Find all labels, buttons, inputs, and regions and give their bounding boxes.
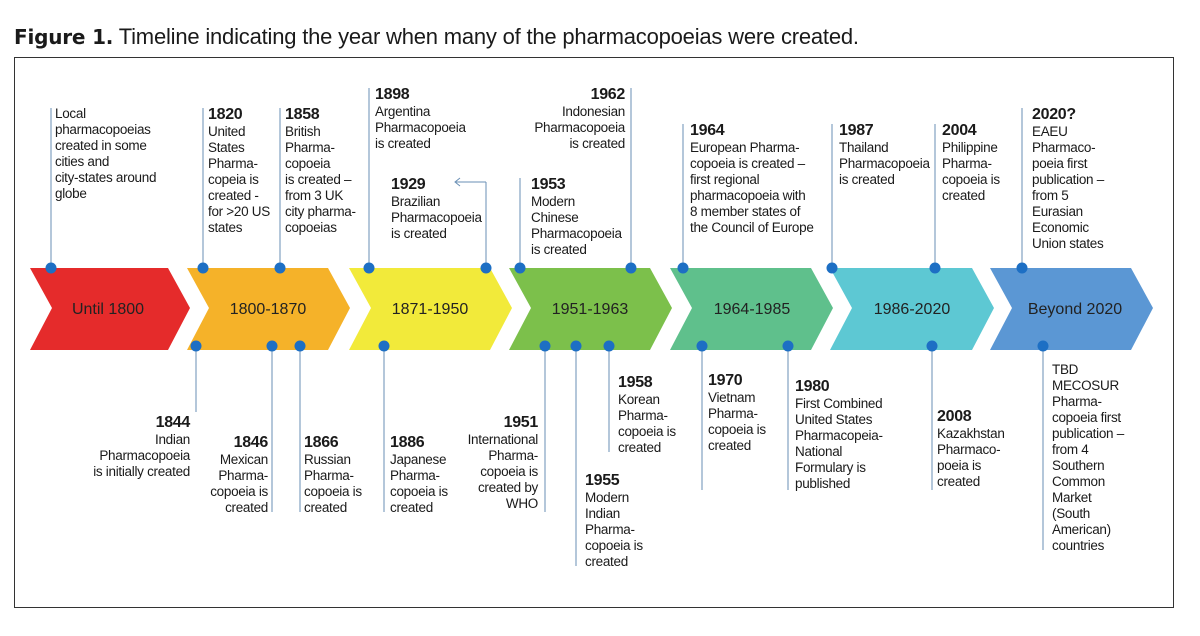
event-desc: Russian Pharma- copoeia is created: [304, 452, 362, 515]
segment-label-1986-2020: 1986-2020: [873, 301, 951, 318]
event-desc: First Combined United States Pharmacopeia- National Formulary is published: [795, 396, 883, 491]
event-year: 1987: [839, 122, 874, 139]
event-year: 1970: [708, 372, 743, 389]
event-year: 1886: [390, 434, 425, 451]
event-year: 1953: [531, 176, 566, 193]
event-1951: [468, 414, 538, 512]
event-1970: [708, 372, 766, 454]
event-2008: [937, 408, 1005, 490]
caption-text: Timeline indicating the year when many of the pharmacopoeias were created.: [113, 24, 859, 49]
event-1846: [210, 434, 268, 516]
event-1866: [304, 434, 362, 516]
event-1964: [690, 122, 814, 236]
segment-label-1964-1985: 1964-1985: [713, 301, 791, 318]
event-year: 1980: [795, 378, 830, 395]
event-desc: Vietnam Pharma- copoeia is created: [708, 390, 766, 453]
event-1987: [839, 122, 930, 188]
event-year: 1858: [285, 106, 320, 123]
event-1958: [618, 374, 676, 456]
event-1858: [285, 106, 356, 236]
event-year: 1866: [304, 434, 339, 451]
event-year: 1820: [208, 106, 243, 123]
event-desc: Modern Chinese Pharmacopoeia is created: [531, 194, 622, 257]
segment-label-1871-1950: 1871-1950: [391, 301, 469, 318]
event-1820: [208, 106, 270, 236]
event-desc: Kazakhstan Pharmaco- poeia is created: [937, 426, 1005, 489]
event-1962: [534, 86, 625, 152]
event-1886: [390, 434, 448, 516]
event-1955: [585, 472, 643, 570]
event-year: 1846: [233, 434, 268, 451]
event-desc: Modern Indian Pharma- copoeia is created: [585, 490, 643, 569]
event-desc: Indonesian Pharmacopoeia is created: [534, 104, 625, 151]
event-year: 2004: [942, 122, 977, 139]
event-year: 2020?: [1032, 106, 1076, 123]
event-desc: Mexican Pharma- copoeia is created: [210, 452, 268, 515]
event-year: 1964: [690, 122, 725, 139]
event-1898: [375, 86, 466, 152]
event-year: 2008: [937, 408, 972, 425]
event-desc: British Pharma- copoeia is created – from 3 UK city pharma- copoeias: [285, 124, 356, 235]
event-desc: Thailand Pharmacopoeia is created: [839, 140, 930, 187]
event-year: 1898: [375, 86, 410, 103]
event-year: 1844: [155, 414, 190, 431]
event-desc: International Pharma- copoeia is created by WHO: [467, 432, 538, 511]
event-desc: Korean Pharma- copoeia is created: [618, 392, 676, 455]
event-desc: Local pharmacopoeias created in some cities and city-states around globe: [55, 106, 157, 201]
figure-number: Figure 1.: [14, 25, 114, 49]
segment-label-beyond-2020: Beyond 2020: [1027, 301, 1123, 318]
event-tbd-mecosur: [1052, 362, 1124, 554]
event-desc: United States Pharma- copeia is created - for >20 US states: [208, 124, 270, 235]
event-2020: [1032, 106, 1104, 252]
event-year: 1958: [618, 374, 653, 391]
event-year: 1962: [590, 86, 625, 103]
event-desc: TBD MECOSUR Pharma- copoeia first publication – from 4 Southern Common Market (South American) countries: [1052, 362, 1124, 553]
event-2004: [942, 122, 1000, 204]
event-1953: [531, 176, 622, 258]
event-1929: [391, 176, 482, 242]
event-1844: [93, 414, 190, 480]
event-desc: Japanese Pharma- copoeia is created: [390, 452, 448, 515]
event-year: 1955: [585, 472, 620, 489]
event-desc: Argentina Pharmacopoeia is created: [375, 104, 466, 151]
segment-label-until-1800: Until 1800: [71, 301, 145, 318]
event-year: 1951: [503, 414, 538, 431]
event-1980: [795, 378, 883, 492]
event-year: 1929: [391, 176, 426, 193]
event-desc: Brazilian Pharmacopoeia is created: [391, 194, 482, 241]
event-desc: EAEU Pharmaco- poeia first publication – from 5 Eurasian Economic Union states: [1032, 124, 1104, 251]
event-desc: Philippine Pharma- copoeia is created: [942, 140, 1000, 203]
event-local-pharmacopoeias: [55, 106, 156, 202]
segment-label-1800-1870: 1800-1870: [229, 301, 307, 318]
event-desc: Indian Pharmacopoeia is initially created: [93, 432, 190, 479]
segment-label-1951-1963: 1951-1963: [551, 301, 629, 318]
event-desc: European Pharma- copoeia is created – first regional pharmacopoeia with 8 member states of the Council of Europe: [690, 140, 814, 235]
